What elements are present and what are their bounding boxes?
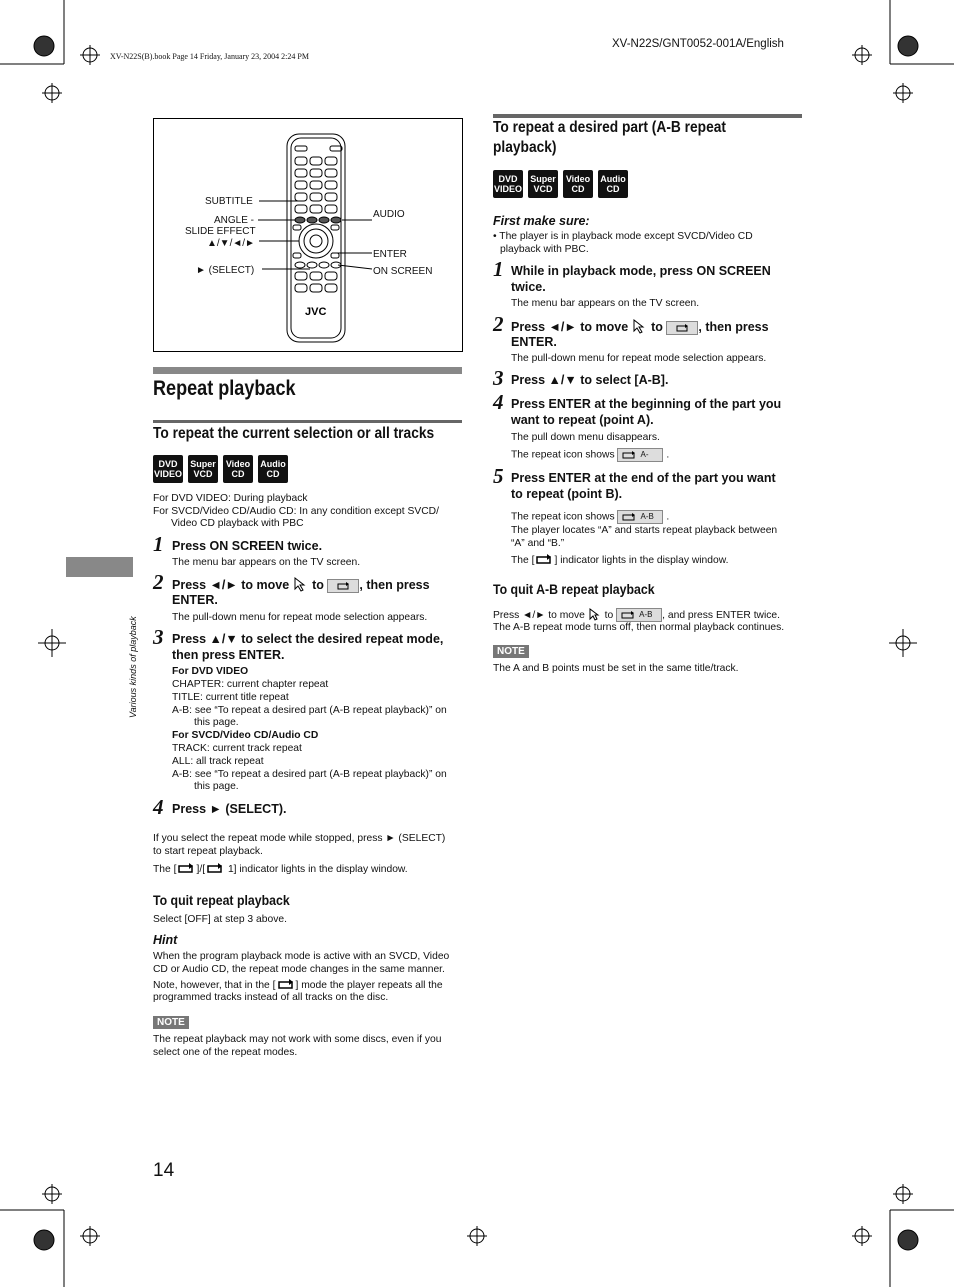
r-step4-sub1: The pull down menu disappears. (511, 432, 660, 443)
step4-number: 4 (153, 795, 164, 819)
fms-1: • The player is in playback mode except SVCD/Video CD (493, 231, 753, 242)
hint-1: When the program playback mode is active with an SVCD, Video (153, 951, 450, 962)
r-step4-sub2-text: The repeat icon shows (511, 449, 615, 461)
r-step2-text (511, 318, 769, 335)
note-1-right: The A and B points must be set in the same title/track. (493, 663, 739, 674)
icon-a-label: A- (640, 450, 649, 459)
left-badge-0 (153, 455, 183, 483)
repeat-icon (176, 862, 196, 874)
remote-label-angle: ANGLE - (214, 215, 255, 226)
badge-bottom-text: CD (266, 469, 280, 479)
indicator-b: ]/[ (196, 864, 206, 875)
right-badge-2 (563, 170, 593, 198)
hint-3b: ] mode the player repeats all the (295, 980, 443, 991)
intro-1: For DVD VIDEO: During playback (153, 493, 308, 504)
remote-label-audio: AUDIO (373, 209, 405, 220)
title-bar (153, 367, 462, 374)
quit-text: Select [OFF] at step 3 above. (153, 914, 287, 925)
left-badge-1 (188, 455, 218, 483)
badge-bottom-text: CD (231, 469, 245, 479)
first-make-sure: First make sure: (493, 214, 590, 228)
r-quit-title: To quit A-B repeat playback (493, 581, 655, 597)
intro-2: For SVCD/Video CD/Audio CD: In any condition except SVCD/ (153, 506, 439, 517)
page-number: 14 (153, 1160, 175, 1181)
step4-text: Press ► (SELECT). (172, 802, 287, 816)
remote-label-select: ► (SELECT) (196, 265, 255, 276)
dvd-heading: For DVD VIDEO (172, 666, 249, 677)
r-step2-d: ENTER. (511, 335, 557, 349)
icon-ab-label: A-B (640, 512, 654, 521)
icon-ab-label: A-B (639, 610, 653, 620)
stopped-1: If you select the repeat mode while stopped, press ► (SELECT) (153, 833, 446, 844)
cursor-icon (588, 607, 602, 621)
badge-bottom-text: VIDEO (493, 184, 522, 194)
badge-top-text: Super (190, 459, 216, 469)
repeat-a-icon (617, 448, 663, 462)
remote-label-slide-effect: SLIDE EFFECT (185, 226, 256, 237)
indicator-c: 1] indicator lights in the display window. (227, 864, 408, 875)
r-step2-number: 2 (493, 312, 504, 336)
step2-part-c: , then press (359, 578, 430, 592)
side-label: Various kinds of playback (128, 616, 138, 718)
r-step4-b: want to repeat (point A). (511, 413, 654, 427)
r-quit-2: The A-B repeat mode turns off, then normal playback continues. (493, 622, 785, 633)
badge-top-text: Video (565, 174, 591, 184)
stopped-2: to start repeat playback. (153, 846, 263, 857)
badge-top-text: Audio (260, 459, 286, 469)
step3-text-b: then press ENTER. (172, 648, 285, 662)
step2-sub: The pull-down menu for repeat mode selection appears. (172, 612, 428, 623)
right-badge-1 (528, 170, 558, 198)
badge-top-text: Audio (600, 174, 626, 184)
note-2-left: select one of the repeat modes. (153, 1047, 298, 1058)
step2-part-b: to (312, 578, 324, 592)
fms-2: playback with PBC. (500, 244, 589, 255)
r-step1-sub: The menu bar appears on the TV screen. (511, 298, 700, 309)
svcd-item-1: TRACK: current track repeat (172, 743, 302, 754)
r-step4-a: Press ENTER at the beginning of the part you (511, 397, 782, 411)
step2-part-a: Press ◄/► to move (172, 578, 290, 592)
dvd-item-3a: A-B: see “To repeat a desired part (A-B repeat playback)” on (172, 705, 447, 716)
step1-sub: The menu bar appears on the TV screen. (172, 557, 361, 568)
repeat-icon (205, 862, 225, 874)
dvd-item-2: TITLE: current title repeat (172, 692, 289, 703)
step1-text: Press ON SCREEN twice. (172, 539, 323, 553)
r-quit-1c: , and press ENTER twice. (662, 610, 781, 621)
side-tab (66, 557, 133, 577)
r-step5-a: Press ENTER at the end of the part you want (511, 471, 776, 485)
r-quit-1 (493, 607, 780, 622)
dvd-item-1: CHAPTER: current chapter repeat (172, 679, 329, 690)
badge-bottom-text: CD (571, 184, 585, 194)
r-step3-number: 3 (493, 366, 504, 390)
r-step3: Press ▲/▼ to select [A-B]. (511, 373, 669, 387)
hint-title: Hint (153, 933, 178, 947)
right-title-bar (493, 114, 802, 118)
remote-label-subtitle: SUBTITLE (205, 196, 253, 207)
r-step5-sub4 (511, 553, 728, 567)
badge-bottom-text: VIDEO (153, 469, 182, 479)
badge-top-text: DVD (158, 459, 178, 469)
right-badge-0 (493, 170, 523, 198)
badge-bottom-text: CD (606, 184, 620, 194)
right-badge-3 (598, 170, 628, 198)
step2-text (172, 576, 430, 593)
repeat-icon (327, 579, 359, 593)
section-rule (153, 420, 462, 423)
badge-bottom-text: VCD (533, 184, 553, 194)
r-step1-a: While in playback mode, press ON SCREEN (511, 264, 771, 278)
step2-text-2: ENTER. (172, 593, 218, 607)
r-step5-sub3: “A” and “B.” (511, 538, 565, 549)
r-step5-number: 5 (493, 464, 504, 488)
r-step1-number: 1 (493, 257, 504, 281)
r-quit-1b: to (604, 610, 614, 621)
quit-title: To quit repeat playback (153, 892, 290, 908)
svcd-item-2: ALL: all track repeat (172, 756, 264, 767)
svcd-heading: For SVCD/Video CD/Audio CD (172, 730, 319, 741)
svcd-item-3b: this page. (194, 781, 239, 792)
remote-brand: JVC (305, 306, 327, 318)
hint-2: CD or Audio CD, the repeat mode changes in the same manner. (153, 964, 445, 975)
repeat-icon (666, 321, 698, 335)
remote-label-arrows: ▲/▼/◄/► (207, 238, 255, 249)
left-badge-3 (258, 455, 288, 483)
repeat-icon (276, 978, 296, 990)
step2-number: 2 (153, 570, 164, 594)
r-step1-b: twice. (511, 280, 546, 294)
section-title: To repeat the current selection or all tracks (153, 425, 435, 442)
cursor-icon (632, 318, 648, 334)
book-line: XV-N22S(B).book Page 14 Friday, January 23, 2004 2:24 PM (110, 52, 309, 61)
badge-top-text: DVD (498, 174, 518, 184)
badge-bottom-text: VCD (193, 469, 213, 479)
cursor-icon (293, 576, 309, 592)
doc-id: XV-N22S/GNT0052-001A/English (612, 38, 784, 50)
repeat-icon (534, 553, 554, 565)
remote-label-on-screen: ON SCREEN (373, 266, 433, 277)
r-step2-b: to (651, 320, 663, 334)
right-title-2: playback) (493, 139, 557, 156)
remote-figure (153, 118, 463, 352)
dvd-item-3b: this page. (194, 717, 239, 728)
note-label-left: NOTE (153, 1016, 189, 1029)
intro-3: Video CD playback with PBC (171, 518, 304, 529)
hint-3 (153, 978, 443, 992)
indicator-a: The [ (153, 864, 177, 875)
step1-number: 1 (153, 532, 164, 556)
r-step2-sub: The pull-down menu for repeat mode selection appears. (511, 353, 767, 364)
r-step5-sub2: The player locates “A” and starts repeat playback between (511, 525, 778, 536)
badge-top-text: Video (225, 459, 251, 469)
r-step5-b: to repeat (point B). (511, 487, 623, 501)
note-1-left: The repeat playback may not work with some discs, even if you (153, 1034, 442, 1045)
note-label-right: NOTE (493, 645, 529, 658)
r-quit-1a: Press ◄/► to move (493, 610, 585, 621)
right-title-1: To repeat a desired part (A-B repeat (493, 119, 726, 136)
r-step5-sub4b: ] indicator lights in the display window. (554, 555, 729, 566)
badge-top-text: Super (530, 174, 556, 184)
repeat-ab-icon (617, 510, 663, 524)
step3-text-a: Press ▲/▼ to select the desired repeat mode, (172, 632, 444, 646)
step3-number: 3 (153, 625, 164, 649)
r-step4-sub2: The repeat icon shows A- . (511, 449, 670, 461)
hint-4: programmed tracks instead of all tracks on the disc. (153, 992, 389, 1003)
r-step2-a: Press ◄/► to move (511, 320, 629, 334)
r-step4-number: 4 (493, 390, 504, 414)
page-title: Repeat playback (153, 377, 296, 400)
svcd-item-3a: A-B: see “To repeat a desired part (A-B repeat playback)” on (172, 769, 447, 780)
hint-3a: Note, however, that in the [ (153, 980, 276, 991)
r-step5-sub1: The repeat icon shows A-B . (511, 511, 670, 523)
r-step2-c: , then press (698, 320, 769, 334)
remote-label-enter: ENTER (373, 249, 407, 260)
r-step5-sub1-text: The repeat icon shows (511, 511, 615, 523)
r-step5-sub4a: The [ (511, 555, 535, 566)
indicator-line (153, 862, 408, 876)
left-badge-2 (223, 455, 253, 483)
